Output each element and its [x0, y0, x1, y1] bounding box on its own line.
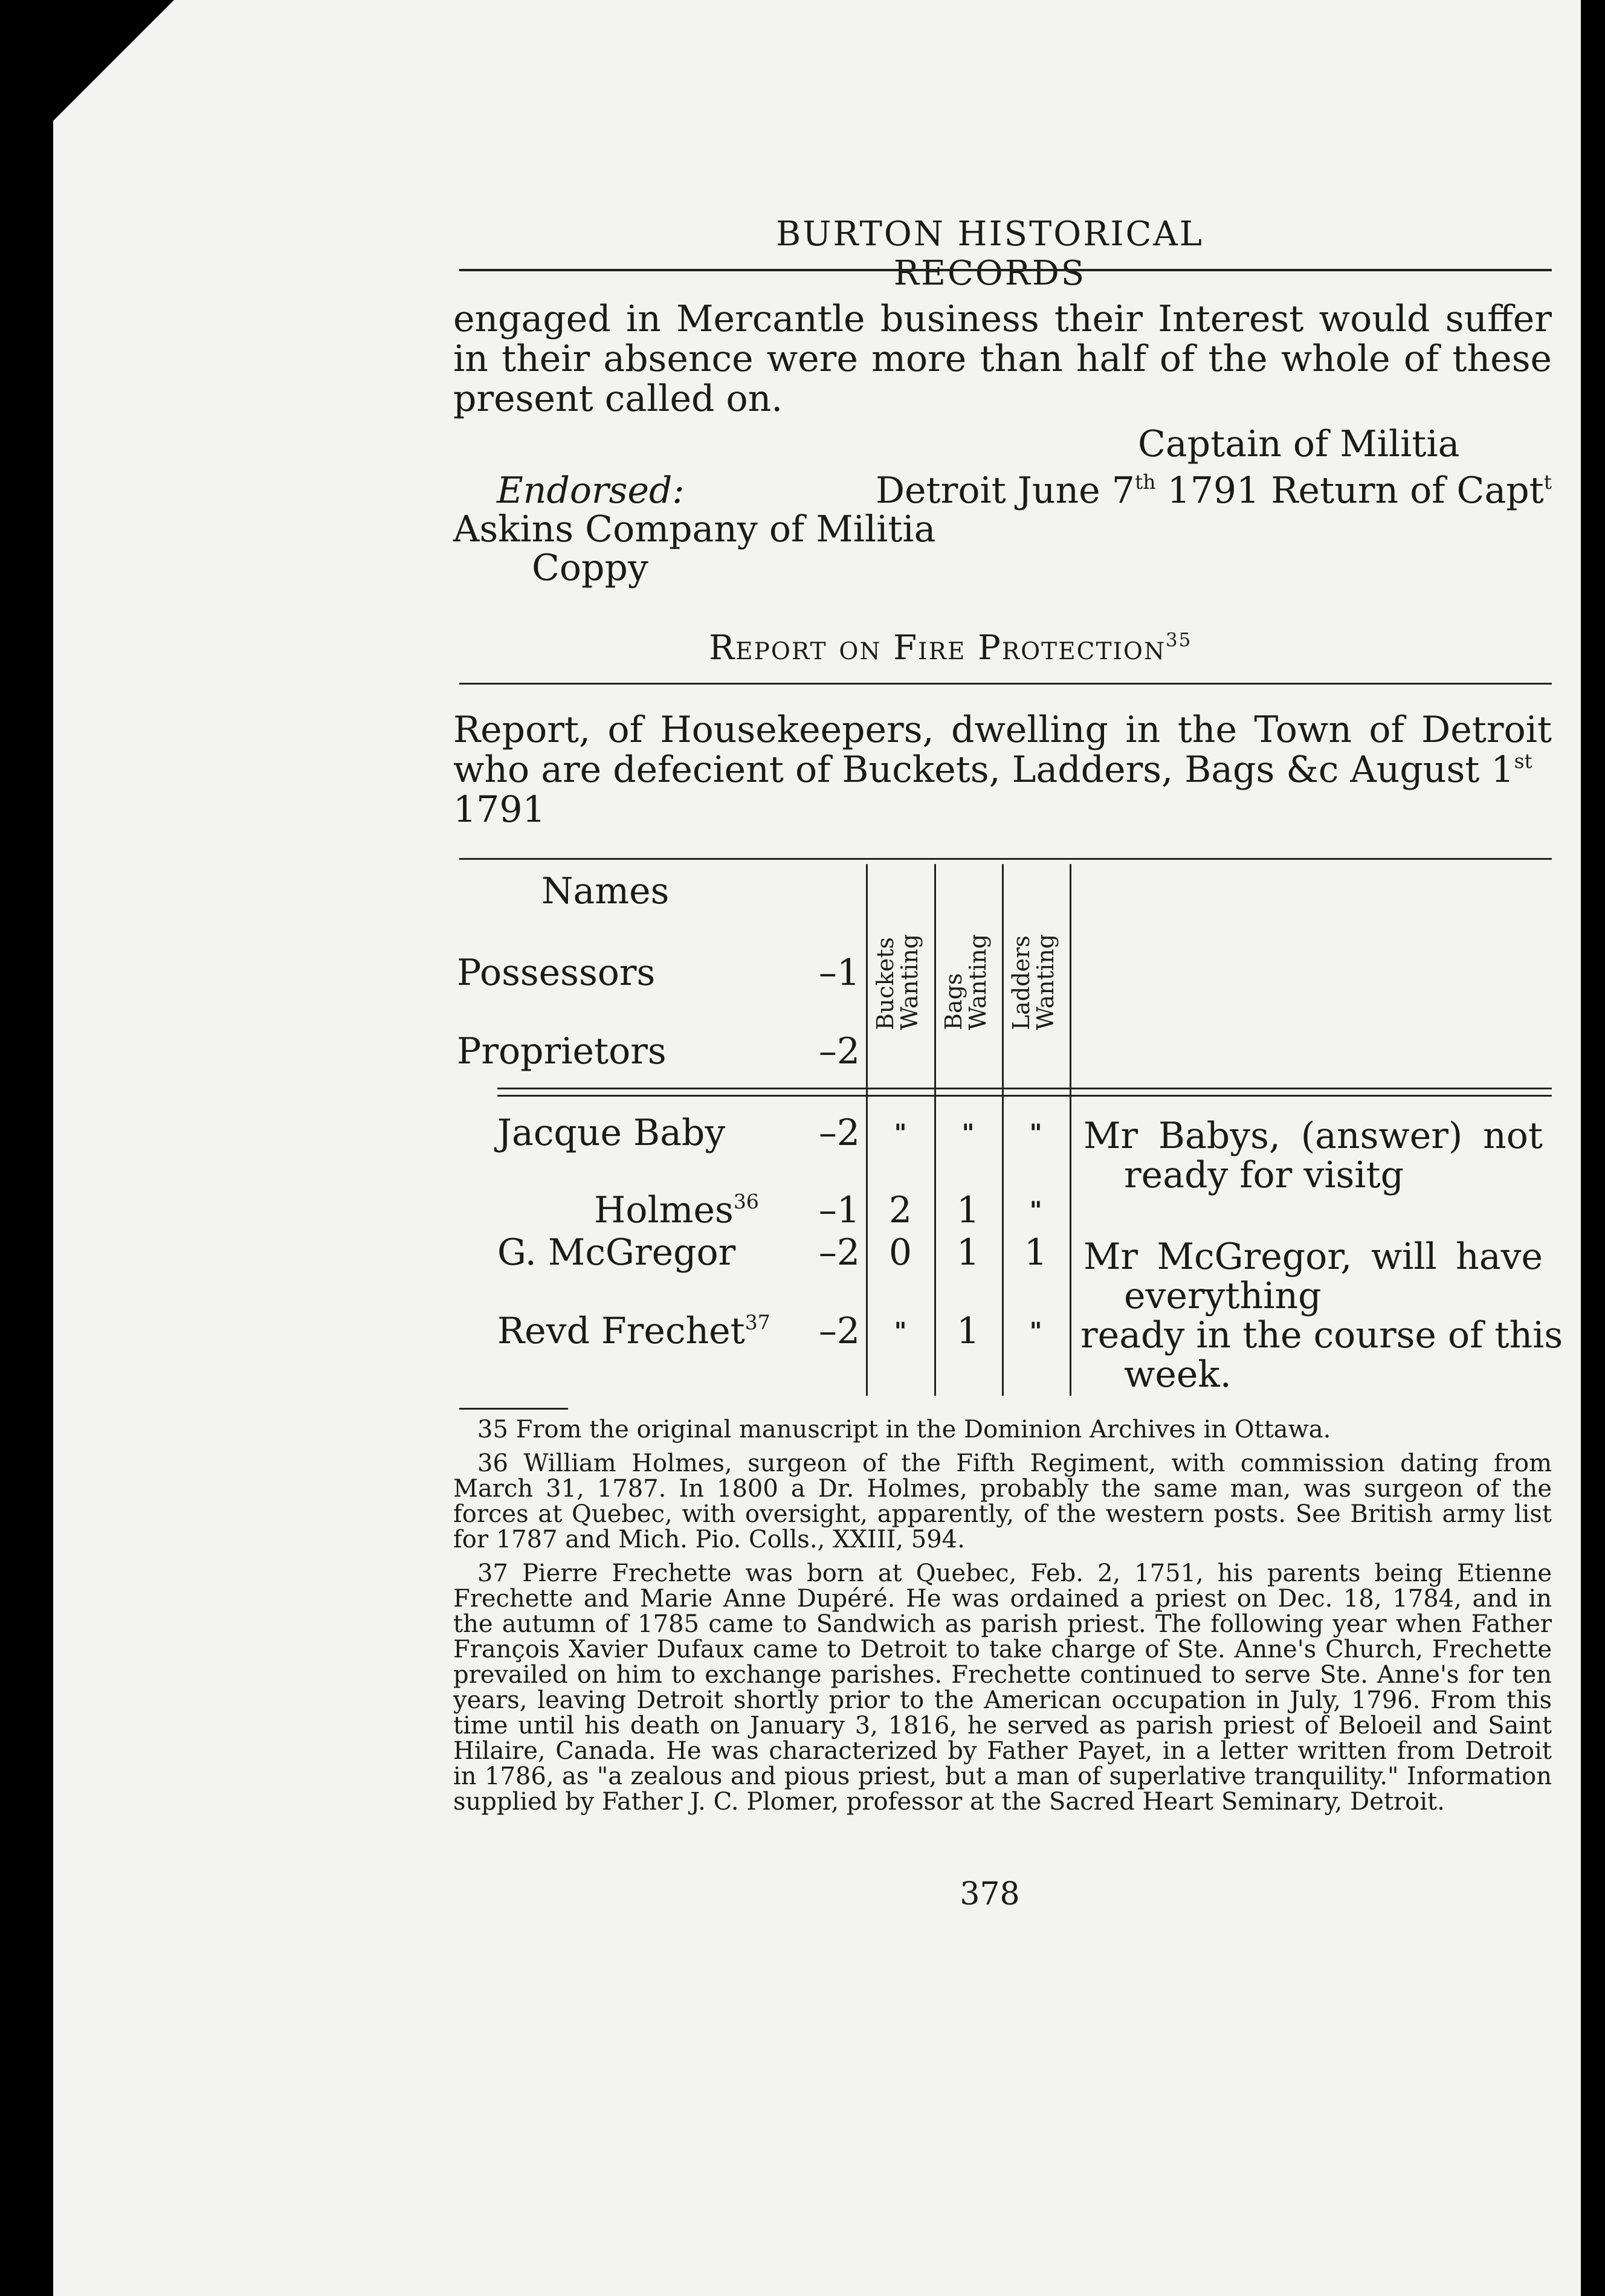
legend-proprietors-code: –2	[818, 1030, 860, 1072]
page-content	[53, 0, 1581, 2296]
row-name-holmes: Holmes$^{36}$	[594, 1189, 759, 1231]
cell-ladders: "	[1029, 1196, 1042, 1225]
header-buckets: Buckets Wanting	[872, 934, 923, 1030]
opening-paragraph	[453, 299, 1552, 419]
header-ladders: Ladders Wanting	[1008, 934, 1059, 1030]
head-rule	[459, 269, 1552, 271]
row-name-frechet: Revd Frechet$^{37}$	[497, 1310, 770, 1352]
remark-line: Mr Babys, (answer) not	[1083, 1115, 1543, 1157]
cell-buckets: 2	[888, 1189, 912, 1231]
section-title: Report on Fire Protection	[709, 628, 1166, 668]
page-sheet	[53, 0, 1581, 2296]
cell-ladders: "	[1029, 1317, 1042, 1346]
legend-title: Names	[541, 870, 670, 912]
endorsement	[453, 471, 1552, 587]
remark-line: Mr McGregor, will have	[1083, 1236, 1543, 1278]
remark-line: everything	[1124, 1275, 1322, 1317]
row-code: –2	[818, 1112, 860, 1154]
footnotes	[453, 1417, 1552, 1823]
cell-bags: 1	[956, 1189, 980, 1231]
table-top-rule	[459, 858, 1552, 860]
row-code: –2	[818, 1231, 860, 1274]
legend-proprietors: Proprietors	[457, 1030, 667, 1072]
cell-buckets: 0	[888, 1231, 912, 1274]
row-name-baby: Jacque Baby	[497, 1112, 726, 1154]
legend-possessors: Possessors	[457, 952, 656, 994]
report-intro	[453, 710, 1552, 830]
section-rule	[459, 683, 1552, 685]
remark-line: ready for visitg	[1124, 1154, 1404, 1196]
cell-bags: 1	[956, 1310, 980, 1352]
cell-bags: "	[961, 1119, 975, 1147]
report-intro-sup: st	[1514, 749, 1532, 773]
page-number: 378	[960, 1876, 1020, 1912]
cell-ladders: 1	[1024, 1231, 1048, 1274]
endorsement-line-1	[453, 471, 1552, 510]
report-intro-text: Report, of Housekeepers, dwelling in the Town of Detroit who are defecient of Buckets, Ladders, Bags &c August 1	[453, 709, 1552, 791]
cell-bags: 1	[956, 1231, 980, 1274]
cell-buckets: "	[894, 1317, 907, 1346]
opening-paragraph-text: engaged in Mercantle business their Interest would suffer in their absence were more than half of the whole of these present called on.	[453, 298, 1552, 420]
section-heading	[709, 628, 1192, 668]
footnote: 35 From the original manuscript in the Dominion Archives in Ottawa.	[477, 1416, 1331, 1443]
endorsement-date: Detroit June 7th 1791 Return of Capt$^t$	[875, 469, 1552, 512]
endorsement-line-2: Askins Company of Militia	[453, 508, 936, 550]
column-divider	[866, 864, 868, 1396]
report-intro-year: 1791	[453, 788, 546, 831]
endorsement-line-3: Coppy	[532, 547, 648, 589]
remark-line: week.	[1124, 1353, 1232, 1396]
header-bags: Bags Wanting	[940, 934, 991, 1030]
table-header-rule	[497, 1088, 1552, 1089]
section-note-ref: 35	[1166, 629, 1192, 651]
column-divider	[1070, 864, 1071, 1396]
running-head: BURTON HISTORICAL RECORDS	[776, 214, 1204, 293]
row-code: –2	[818, 1310, 860, 1352]
remark-line: ready in the course of this	[1080, 1314, 1563, 1356]
row-code: –1	[818, 1189, 860, 1231]
row-name-mcgregor: G. McGregor	[497, 1231, 736, 1274]
legend-possessors-code: –1	[818, 952, 860, 994]
column-divider	[934, 864, 936, 1396]
footnote: 36 William Holmes, surgeon of the Fifth Regiment, with commission dating from March 31, 1787. In 1800 a Dr. Holmes, probably the same man, was surgeon of the forces at Quebec, with oversight, apparently, of the western posts. See British army list for 1787 and Mich. Pio. Colls., XXIII, 594.	[453, 1450, 1552, 1553]
table-header-rule-double	[497, 1095, 1552, 1097]
footnote-rule	[459, 1408, 568, 1410]
column-divider	[1002, 864, 1004, 1396]
footnote: 37 Pierre Frechette was born at Quebec, Feb. 2, 1751, his parents being Etienne Frechette and Marie Anne Dupéré. He was ordained a priest on Dec. 18, 1784, and in the autumn of 1785 came to Sandwich as parish priest. The following year when Father François Xavier Dufaux came to Detroit to take charge of Ste. Anne's Church, Frechette prevailed on him to exchange parishes. Frechette continued to serve Ste. Anne's for ten years, leaving Detroit shortly prior to the American occupation in July, 1796. From this time until his death on January 3, 1816, he served as parish priest of Beloeil and Saint Hilaire, Canada. He was characterized by Father Payet, in a letter written from Detroit in 1786, as "a zealous and pious priest, but a man of superlative tranquility." Information supplied by Father J. C. Plomer, professor at the Sacred Heart Seminary, Detroit.	[453, 1559, 1552, 1816]
endorsed-label: Endorsed:	[497, 469, 685, 512]
signature: Captain of Militia	[1138, 423, 1460, 465]
cell-ladders: "	[1029, 1119, 1042, 1147]
cell-buckets: "	[894, 1119, 907, 1147]
